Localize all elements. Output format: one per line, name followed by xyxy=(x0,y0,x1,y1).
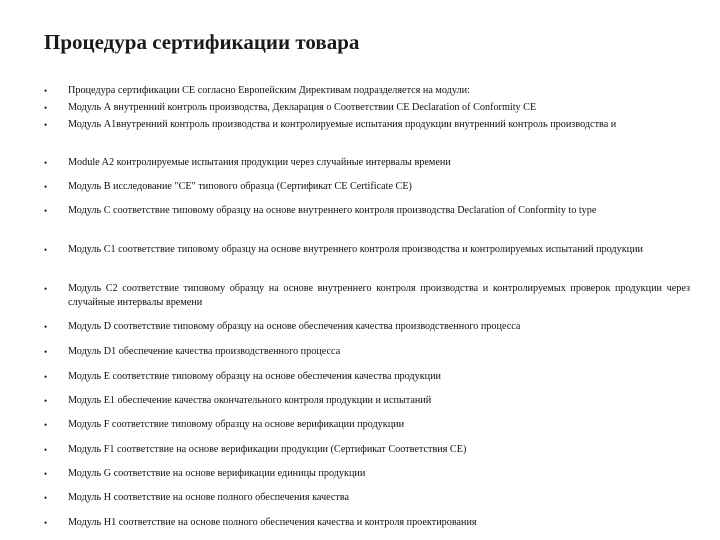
bullet-icon: • xyxy=(44,372,48,382)
bullet-icon: • xyxy=(44,103,48,113)
list-item-text: Модуль F соответствие типовому образцу на основе верификации продукции xyxy=(68,419,405,430)
list-item-text: Модуль С соответствие типовому образцу на основе внутреннего контроля производства Declaration of Conformity to type xyxy=(68,205,597,216)
bullet-icon: • xyxy=(44,347,48,357)
list-item-text: Модуль В исследование "CE" типового образца (Сертификат CE Certificate CE) xyxy=(68,181,412,192)
list-item-text: Модуль F1 соответствие на основе верификации продукции (Сертификат Соответствия СЕ) xyxy=(68,444,467,455)
bullet-icon: • xyxy=(44,245,48,255)
bullet-icon: • xyxy=(44,182,48,192)
list-item-text: Модуль G соответствие на основе верификации единицы продукции xyxy=(68,468,366,479)
list-item-text: Модуль D соответствие типовому образцу на основе обеспечения качества производственного процесса xyxy=(68,321,521,332)
list-item-text: Модуль Е соответствие типовому образцу на основе обеспечения качества продукции xyxy=(68,371,441,382)
bullet-icon: • xyxy=(44,86,48,96)
list-item-text: Модуль Е1 обеспечение качества окончательного контроля продукции и испытаний xyxy=(68,395,432,406)
bullet-icon: • xyxy=(44,493,48,503)
bullet-icon: • xyxy=(44,445,48,455)
bullet-icon: • xyxy=(44,206,48,216)
list-item-text: Модуль А1внутренний контроль производства и контролируемые испытания продукции внутренний контроль производства и xyxy=(68,119,617,130)
bullet-icon: • xyxy=(44,120,48,130)
list-item-text: Модуль Н1 соответствие на основе полного обеспечения качества и контроля проектирования xyxy=(68,517,477,528)
bullet-icon: • xyxy=(44,322,48,332)
bullet-icon: • xyxy=(44,518,48,528)
list-item-text: Модуль Н соответствие на основе полного обеспечения качества xyxy=(68,492,350,503)
bullet-icon: • xyxy=(44,396,48,406)
list-item-text: Модуль С1 соответствие типовому образцу на основе внутреннего контроля производства и контролируемых испытаний продукции xyxy=(68,244,643,255)
list-item-text: Module A2 контролируемые испытания продукции через случайные интервалы времени xyxy=(68,157,451,168)
bullet-icon: • xyxy=(44,469,48,479)
list-item-text: Модуль С2 соответствие типовому образцу на основе внутреннего контроля производства и контролируемых проверок продукции через случайные интервалы времени xyxy=(68,283,690,308)
list-item-text: Процедура сертификации СЕ согласно Европейским Директивам подразделяется на модули: xyxy=(68,85,470,96)
bullet-icon: • xyxy=(44,158,48,168)
list-item-text: Модуль А внутренний контроль производства, Декларация о Соответствии CE Declaration of Conformity CE xyxy=(68,102,537,113)
slide-title: Процедура сертификации товара xyxy=(44,30,360,54)
bullet-icon: • xyxy=(44,284,48,294)
list-item-text: Модуль D1 обеспечение качества производственного процесса xyxy=(68,346,341,357)
bullet-icon: • xyxy=(44,420,48,430)
